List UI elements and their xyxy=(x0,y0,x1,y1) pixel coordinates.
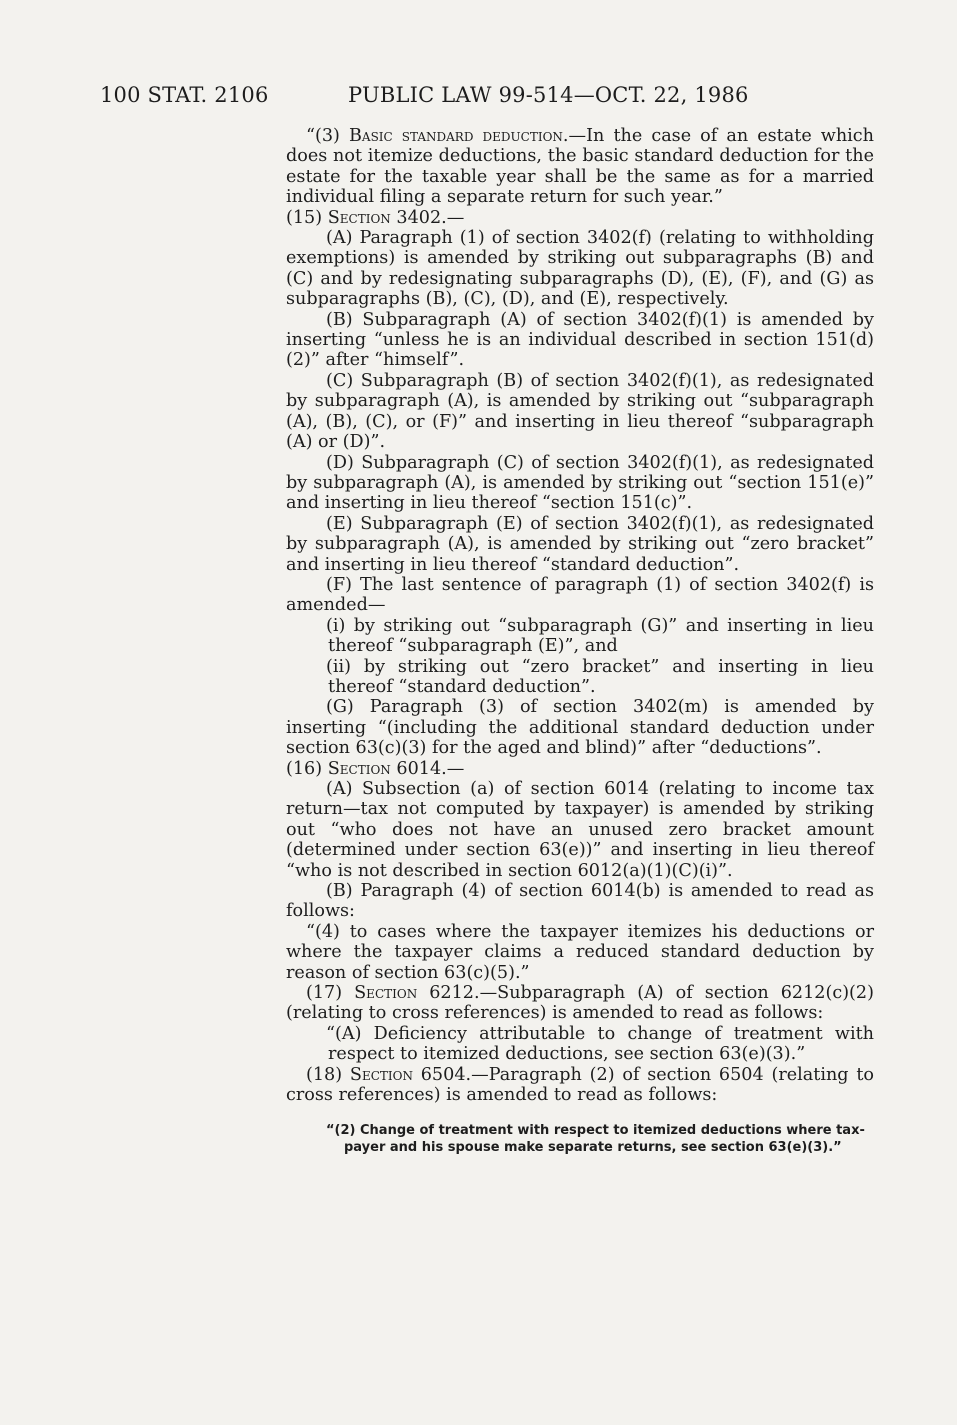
section-15-subparagraph-d: (D) Subparagraph (C) of section 3402(f)(1), as redesignated by subparagraph (A), is amended by striking out “section 151(e)” and inserting in lieu thereof “section 151(c)”. xyxy=(286,452,874,514)
section-16-quoted-paragraph-4: “(4) to cases where the taxpayer itemizes his deductions or where the taxpayer claims a reduced standard deduction by reason of section 63(c)(5).” xyxy=(286,921,874,983)
section-17-heading: Section 6212 xyxy=(354,983,474,1004)
section-18 xyxy=(286,1065,874,1106)
section-17-quoted-subparagraph-a: “(A) Deficiency attributable to change of treatment with respect to itemized deductions, see section 63(e)(3).” xyxy=(326,1023,874,1065)
section-15-clause-f-i: (i) by striking out “subparagraph (G)” and inserting in lieu thereof “subparagraph (E)”, and xyxy=(326,615,874,657)
section-15-clause-f-ii: (ii) by striking out “zero bracket” and inserting in lieu thereof “standard deduction”. xyxy=(326,656,874,697)
paragraph-3-basic-standard-deduction xyxy=(286,126,874,208)
section-15-subparagraph-c: (C) Subparagraph (B) of section 3402(f)(1), as redesignated by subparagraph (A), is amended by striking out “subparagraph (A), (B), (C), or (F)” and inserting in lieu thereof “subparagraph (A) or (D)”. xyxy=(286,370,874,453)
section-16-heading-line xyxy=(286,759,874,779)
section-18-quote-line-1: “(2) Change of treatment with respect to itemized deductions where tax- xyxy=(326,1122,865,1138)
section-15-number: (15) xyxy=(286,207,328,228)
paragraph-3-text: .—In the case of an estate which does not itemize deductions, the basic standard deduction for the estate for the taxable year shall be the same as for a married individual filing a separate return for such year.” xyxy=(286,126,874,208)
section-15-subparagraph-e: (E) Subparagraph (E) of section 3402(f)(1), as redesignated by subparagraph (A), is amended by striking out “zero bracket” and inserting in lieu thereof “standard deduction”. xyxy=(286,513,874,575)
section-17-text: .—Subparagraph (A) of section 6212(c)(2) (relating to cross references) is amended to read as follows: xyxy=(286,983,874,1024)
section-16-subparagraph-a: (A) Subsection (a) of section 6014 (relating to income tax return—tax not computed by taxpayer) is amended by striking out “who does not have an unused zero bracket amount (determined under section 63(e))” and inserting in lieu thereof “who is not described in section 6012(a)(1)(C)(i)”. xyxy=(286,779,874,881)
page-body xyxy=(286,126,874,1156)
public-law-citation: PUBLIC LAW 99-514—OCT. 22, 1986 xyxy=(348,83,749,107)
section-16-number: (16) xyxy=(286,758,328,779)
section-18-quote-line-2: payer and his spouse make separate returns, see section 63(e)(3).” xyxy=(344,1139,842,1155)
section-18-quoted-paragraph-2 xyxy=(286,1122,874,1156)
section-15-subparagraph-g: (G) Paragraph (3) of section 3402(m) is amended by inserting “(including the additional standard deduction under section 63(c)(3) for the aged and blind)” after “deductions”. xyxy=(286,697,874,759)
page-header xyxy=(100,83,880,115)
section-15-heading-line xyxy=(286,208,874,228)
section-16-subparagraph-b: (B) Paragraph (4) of section 6014(b) is amended to read as follows: xyxy=(286,881,874,922)
section-16-dash: .— xyxy=(441,758,465,779)
section-17-number: (17) xyxy=(306,983,355,1004)
section-18-heading: Section 6504 xyxy=(349,1064,466,1085)
section-15-subparagraph-f: (F) The last sentence of paragraph (1) of section 3402(f) is amended— xyxy=(286,574,874,616)
section-16-heading: Section 6014 xyxy=(327,758,442,779)
section-18-text: .—Paragraph (2) of section 6504 (relating to cross references) is amended to read as follows: xyxy=(286,1064,874,1106)
section-15-subparagraph-b: (B) Subparagraph (A) of section 3402(f)(1) is amended by inserting “unless he is an individual described in section 151(d)(2)” after “himself”. xyxy=(286,309,874,371)
section-18-number: (18) xyxy=(306,1064,350,1085)
section-15-dash: .— xyxy=(441,207,465,228)
section-15-subparagraph-a: (A) Paragraph (1) of section 3402(f) (relating to withholding exemptions) is amended by striking out subparagraphs (B) and (C) and by redesignating subparagraphs (D), (E), (F), and (G) as subparagraphs (B), (C), (D), and (E), respectively. xyxy=(286,228,874,310)
statute-citation: 100 STAT. 2106 xyxy=(100,83,269,107)
section-17 xyxy=(286,983,874,1024)
paragraph-3-heading: Basic standard deduction xyxy=(348,126,563,146)
paragraph-3-number: “(3) xyxy=(306,126,349,146)
section-15-heading: Section 3402 xyxy=(327,207,442,228)
